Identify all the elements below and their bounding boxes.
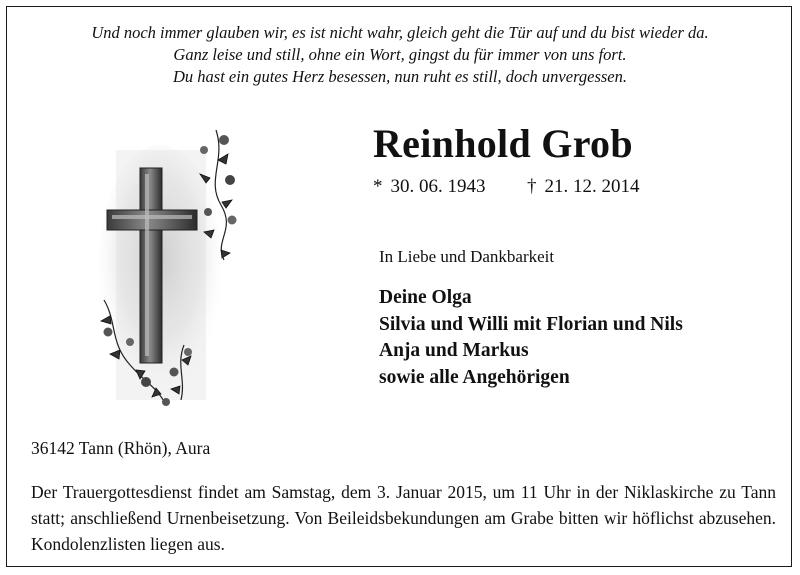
mourner-line-4: sowie alle Angehörigen xyxy=(379,366,570,388)
funeral-notice-paragraph: Der Trauergottesdienst findet am Samstag, dem 3. Januar 2015, um 11 Uhr in der Niklaskirche zu Tann statt; anschließend Urnenbeisetzung. Von Beileidsbekundungen am Grabe bitten wir höflichst abzusehen. Kondolenzlisten liegen aus. xyxy=(31,482,776,554)
death-date-line xyxy=(527,176,640,198)
poem-line-1: Und noch immer glauben wir, es ist nicht wahr, gleich geht die Tür auf und du bist wieder da. xyxy=(91,23,709,42)
poem-line-3: Du hast ein gutes Herz besessen, nun ruht es still, doch unvergessen. xyxy=(173,67,627,86)
birth-date-line xyxy=(373,176,486,198)
birth-star-icon: * xyxy=(373,176,383,197)
mourners-list xyxy=(379,285,683,391)
poem xyxy=(0,22,800,88)
mourner-line-2: Silvia und Willi mit Florian und Nils xyxy=(379,313,683,335)
deceased-name: Reinhold Grob xyxy=(373,121,633,166)
mourner-line-3: Anja und Markus xyxy=(379,340,529,361)
dedication-line: In Liebe und Dankbarkeit xyxy=(379,247,555,266)
mourner-line-1: Deine Olga xyxy=(379,287,472,308)
place-line: 36142 Tann (Rhön), Aura xyxy=(31,438,211,458)
death-date: 21. 12. 2014 xyxy=(544,176,640,197)
birth-date: 30. 06. 1943 xyxy=(390,176,486,197)
death-dagger-icon: † xyxy=(527,176,537,197)
poem-line-2: Ganz leise und still, ohne ein Wort, gingst du für immer von uns fort. xyxy=(173,45,627,64)
cross-with-ivy-icon xyxy=(96,120,256,420)
cross-illustration xyxy=(96,120,256,420)
